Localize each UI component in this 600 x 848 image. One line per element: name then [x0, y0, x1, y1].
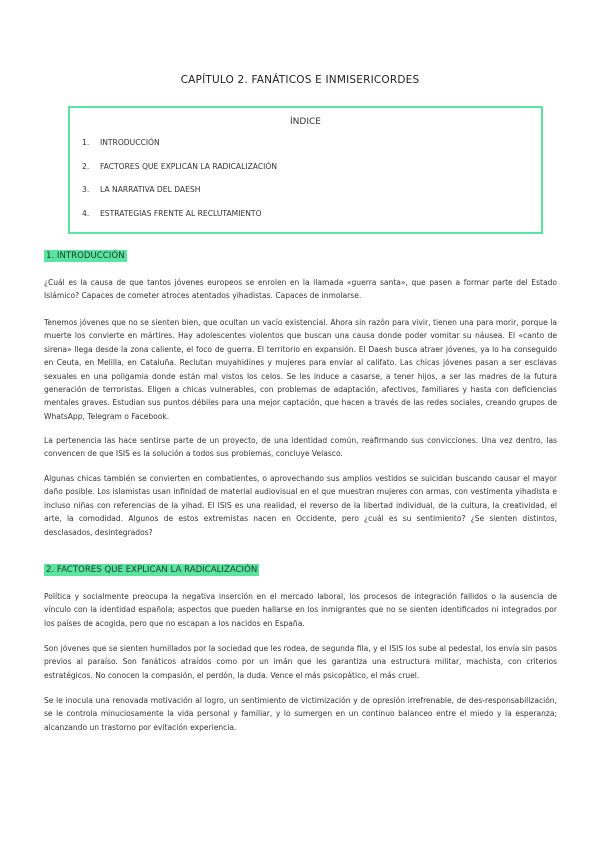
index-item-number: 3.	[82, 185, 90, 194]
index-item-number: 1.	[82, 138, 90, 147]
index-heading: ÍNDICE	[290, 117, 321, 127]
paragraph: Algunas chicas también se convierten en combatientes, o aprovechando sus amplios vestidos se suicidan buscando causar el mayor daño posible. Los islamistas usan infinidad de material audiovisual en el que muestran mujeres con armas, con vestimenta yihadista e incluso niñas con referencias de la yihad. El ISIS es una realidad, el reverso de la libertad individual, de la cultura, la creatividad, el arte, la comodidad. Algunos de estos extremistas nacen en Occidente, pero ¿cuál es su sentimiento? ¿Se sienten distintos, desclasados, desintegrados?	[44, 474, 557, 537]
index-item-label: INTRODUCCIÓN	[100, 138, 160, 147]
index-item-number: 4.	[82, 208, 90, 218]
paragraph: ¿Cuál es la causa de que tantos jóvenes europeos se enrolen en la llamada «guerra santa», que pasen a formar parte del Estado Islámico? Capaces de cometer atroces atentados yihadistas. Capaces de inmolarse.	[44, 278, 557, 301]
paragraph: Tenemos jóvenes que no se sienten bien, que ocultan un vacío existencial. Ahora sin razón para vivir, tienen una para morir, porque la muerte los convierte en mártires. Hay adolescentes violentos que buscan una causa donde poder vomitar su náusea. El «canto de sirena» llega desde la zona caliente, el foco de guerra. El territorio en expansión. El Daesh busca atraer jóvenes, ya lo ha conseguido en Ceuta, en Melilla, en Cataluña. Reclutan muyahidines y mujeres para enviar al califato. Las chicas jóvenes pasan a ser esclavas sexuales en una poligamia donde están mal vistos los celos. Se les induce a casarse, a tener hijos, a ser las madres de la futura generación de terroristas. Eligen a chicas vulnerables, con problemas de adaptación, afectivos, familiares y hasta con deficiencias mentales graves. Estudian sus puntos débiles para una mejor captación, que hacen a través de las redes sociales, creando grupos de WhatsApp, Telegram o Facebook.	[44, 318, 557, 421]
section-heading-factores: 2. FACTORES QUE EXPLICAN LA RADICALIZACIÓN	[46, 565, 258, 575]
chapter-title: CAPÍTULO 2. FANÁTICOS E INMISERICORDES	[180, 74, 420, 86]
index-item-label: ESTRATEGIAS FRENTE AL RECLUTAMIENTO	[100, 208, 262, 218]
paragraph: Se le inocula una renovada motivación al logro, un sentimiento de victimización y de opresión irrefrenable, de des-responsabilización, se le controla minuciosamente la vida personal y familiar, y lo sumergen en un continuo balanceo entre el miedo y la esperanza; alcanzando un trastorno por evitación experiencia.	[44, 696, 557, 732]
paragraph: Política y socialmente preocupa la negativa inserción en el mercado laboral, los procesos de integración fallidos o la ausencia de vínculo con la identidad española; aspectos que pueden hallarse en los inmigrantes que no se sienten identificados ni integrados por los países de acogida, pero que no escapan a los nacidos en España.	[44, 592, 557, 628]
section-heading-introduccion: 1. INTRODUCCIÓN	[46, 251, 125, 261]
index-item	[82, 209, 277, 233]
paragraph: Son jóvenes que se sienten humillados por la sociedad que les rodea, de segunda fila, y el ISIS los sube al pedestal, los envía sin pasos previos al paraíso. Son fanáticos atraídos como por un imán que les garantiza una estructura militar, machista, con criterios estratégicos. No conocen la compasión, el perdón, la duda. Vence el más psicopático, el más cruel.	[44, 644, 557, 680]
index-item	[82, 138, 277, 162]
paragraph: La pertenencia las hace sentirse parte de un proyecto, de una identidad común, reafirmando sus convicciones. Una vez dentro, las convencen de que ISIS es la solución a todos sus problemas, concluye Velasco.	[44, 436, 557, 459]
index-item	[82, 162, 277, 186]
index-item-number: 2.	[82, 161, 90, 171]
index-list	[82, 138, 277, 232]
index-item	[82, 185, 277, 209]
index-item-label: FACTORES QUE EXPLICAN LA RADICALIZACIÓN	[100, 161, 278, 171]
index-box	[68, 106, 543, 234]
index-item-label: LA NARRATIVA DEL DAESH	[100, 185, 201, 194]
